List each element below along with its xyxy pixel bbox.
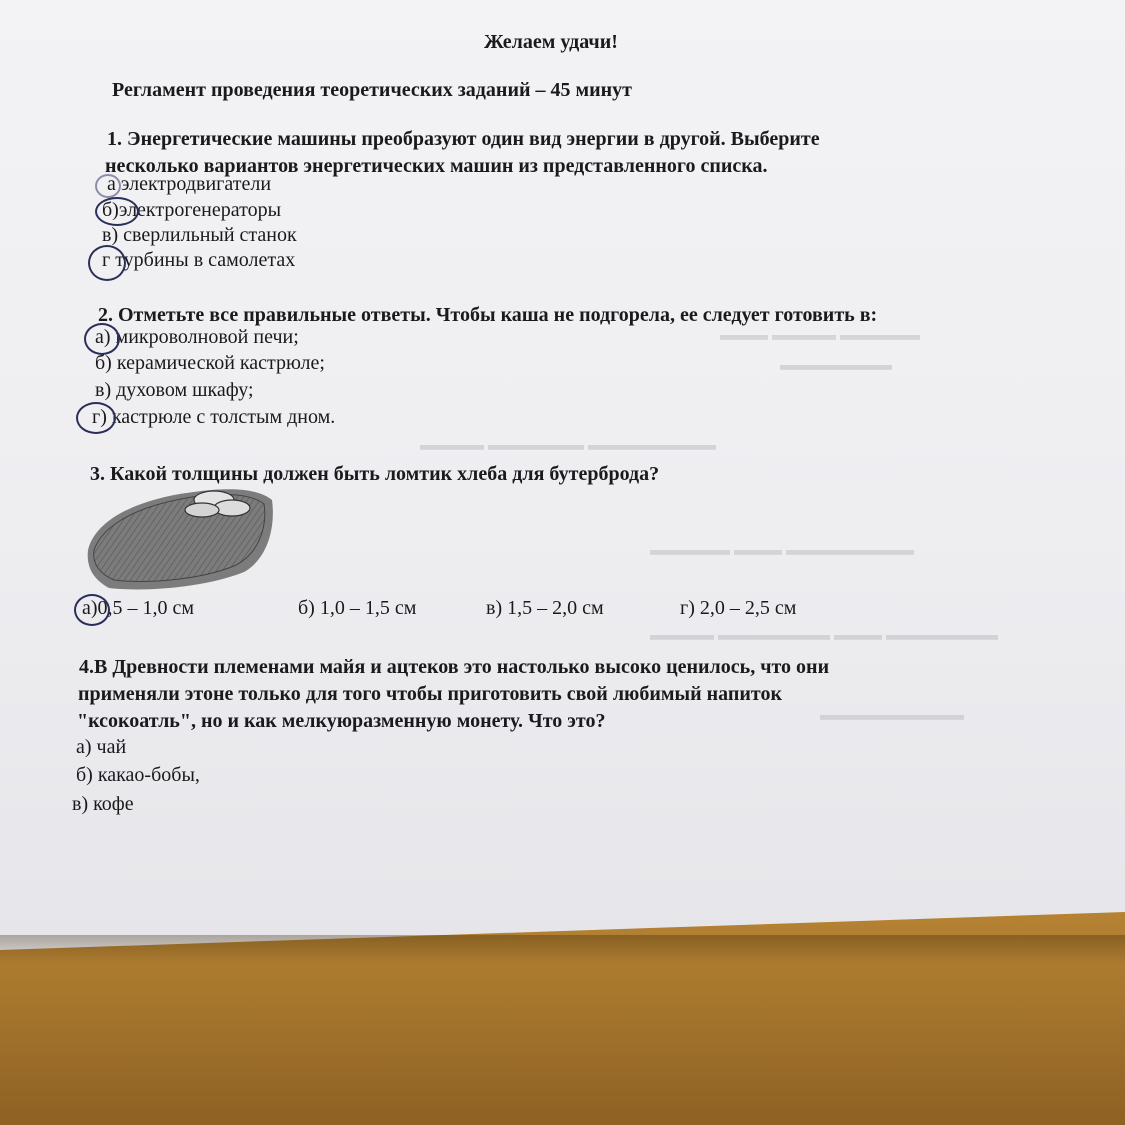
show-through-text: ▬▬▬ ▬▬▬▬ ▬▬▬▬▬: [720, 331, 920, 348]
paper-shadow: [0, 935, 1125, 965]
show-through-text: ▬▬▬▬▬▬▬: [780, 361, 892, 378]
option-letter: б): [298, 597, 315, 619]
show-through-text: ▬▬▬▬▬ ▬▬▬ ▬▬▬▬▬▬▬▬: [650, 546, 914, 563]
q2-option-d[interactable]: [92, 406, 335, 429]
q1-option-c[interactable]: [102, 224, 297, 247]
q4-option-b[interactable]: [76, 764, 200, 787]
show-through-text: ▬▬▬▬▬▬▬▬▬: [820, 711, 964, 728]
q4-option-a[interactable]: [76, 736, 126, 759]
option-text: духовом шкафу;: [116, 379, 254, 401]
q4-option-c[interactable]: [72, 793, 134, 816]
regulation-heading: Регламент проведения теоретических заданий – 45 минут: [112, 79, 632, 101]
q3-option-b[interactable]: [298, 597, 416, 620]
q2-option-a[interactable]: [95, 326, 299, 349]
option-letter: г): [92, 406, 107, 428]
pen-circle-mark: [95, 174, 121, 198]
q1-line1: 1. Энергетические машины преобразуют один вид энергии в другой. Выберите: [107, 128, 820, 150]
option-text: 1,0 – 1,5 см: [319, 597, 417, 619]
option-letter: б): [95, 352, 112, 374]
option-letter: а): [82, 597, 98, 619]
option-text: керамической кастрюле;: [116, 352, 325, 374]
option-text: чай: [96, 736, 127, 758]
pen-circle-mark: [84, 323, 120, 355]
option-letter: г): [680, 597, 695, 619]
wish-heading: Желаем удачи!: [484, 31, 618, 53]
option-text: 0,5 – 1,0 см: [97, 597, 195, 619]
q4-line3: "ксокоатль", но и как мелкуюразменную монету. Что это?: [77, 710, 606, 732]
pen-circle-mark: [88, 245, 126, 281]
option-letter: г: [102, 249, 111, 271]
option-text: 1,5 – 2,0 см: [507, 597, 604, 619]
q3-option-d[interactable]: [680, 597, 796, 620]
q1-line2: несколько вариантов энергетических машин из представленного списка.: [105, 155, 768, 177]
option-letter: в): [72, 793, 89, 815]
option-letter: а): [76, 736, 92, 758]
option-letter: б): [102, 199, 119, 221]
q1-option-a[interactable]: [107, 173, 271, 196]
option-text: сверлильный станок: [123, 224, 297, 246]
pen-circle-mark: [74, 594, 110, 626]
option-text: какао-бобы,: [97, 764, 200, 786]
option-text: микроволновой печи;: [115, 326, 299, 348]
option-text: электродвигатели: [120, 173, 272, 195]
option-letter: в): [95, 379, 112, 401]
option-letter: а): [95, 326, 111, 348]
option-text: 2,0 – 2,5 см: [699, 597, 797, 619]
pen-circle-mark: [76, 402, 116, 434]
q2-line1: 2. Отметьте все правильные ответы. Чтобы каша не подгорела, ее следует готовить в:: [98, 304, 878, 326]
q3-option-c[interactable]: [486, 597, 604, 620]
q1-option-d[interactable]: [102, 249, 295, 272]
pen-circle-mark: [95, 197, 139, 226]
show-through-text: ▬▬▬▬ ▬▬▬▬▬▬ ▬▬▬▬▬▬▬▬: [420, 441, 716, 458]
option-text: кофе: [93, 793, 134, 815]
q2-option-c[interactable]: [95, 379, 254, 402]
option-text: турбины в самолетах: [115, 249, 296, 271]
q3-line1: 3. Какой толщины должен быть ломтик хлеба для бутерброда?: [90, 463, 660, 485]
option-letter: в): [102, 224, 119, 246]
q4-line2: применяли этоне только для того чтобы приготовить свой любимый напиток: [78, 683, 782, 705]
option-letter: в): [486, 597, 503, 619]
show-through-text: ▬▬▬▬ ▬▬▬▬▬▬▬ ▬▬▬ ▬▬▬▬▬▬▬: [650, 631, 998, 648]
option-letter: б): [76, 764, 93, 786]
option-letter: а: [107, 173, 116, 195]
option-text: электрогенераторы: [118, 199, 282, 221]
q2-option-b[interactable]: [95, 352, 325, 375]
q4-line1: 4.В Древности племенами майя и ацтеков это настолько высоко ценилось, что они: [79, 656, 830, 678]
bread-slice-illustration: [84, 480, 278, 595]
option-text: кастрюле с толстым дном.: [111, 406, 336, 428]
